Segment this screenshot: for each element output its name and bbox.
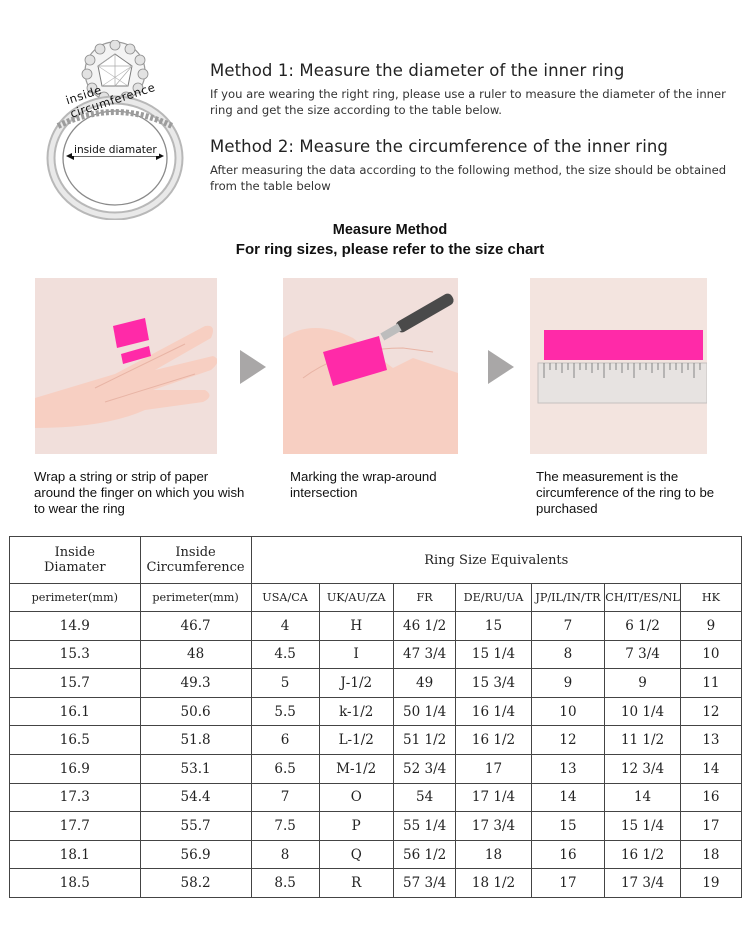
table-cell: R: [319, 869, 393, 898]
ring-band: [51, 100, 179, 216]
table-cell: 50 1/4: [393, 697, 456, 726]
table-cell: 6 1/2: [605, 612, 681, 641]
table-cell: 18: [680, 840, 741, 869]
table-cell: H: [319, 612, 393, 641]
header-inside-diameter: Inside Diamater: [10, 537, 141, 584]
table-cell: 15: [456, 612, 531, 641]
table-row: [10, 612, 742, 641]
table-cell: 10: [531, 697, 605, 726]
table-cell: 11 1/2: [605, 726, 681, 755]
table-cell: 57 3/4: [393, 869, 456, 898]
step-2-image: [283, 278, 458, 454]
table-cell: 13: [680, 726, 741, 755]
method-2-title: Method 2: Measure the circumference of the inner ring: [210, 137, 669, 156]
ruler-illustration: [530, 278, 707, 454]
table-cell: 17 3/4: [605, 869, 681, 898]
column-header: FR: [393, 584, 456, 612]
table-cell: 15 3/4: [456, 669, 531, 698]
table-cell: 16 1/2: [605, 840, 681, 869]
column-header: JP/IL/IN/TR: [531, 584, 605, 612]
table-cell: 7: [531, 612, 605, 641]
table-cell: 46 1/2: [393, 612, 456, 641]
table-cell: 17: [680, 812, 741, 841]
table-cell: 14: [605, 783, 681, 812]
table-cell: 12: [680, 697, 741, 726]
table-body: [10, 612, 742, 898]
table-cell: 15.3: [10, 640, 141, 669]
table-cell: 16 1/4: [456, 697, 531, 726]
table-cell: O: [319, 783, 393, 812]
table-cell: 4: [251, 612, 319, 641]
table-column-header-row: [10, 584, 742, 612]
table-cell: 9: [605, 669, 681, 698]
method-2-text: After measuring the data according to the following method, the size should be obtained from the table below: [210, 163, 727, 193]
column-header: perimeter(mm): [140, 584, 251, 612]
marking-illustration: [283, 278, 458, 454]
table-cell: 15 1/4: [456, 640, 531, 669]
step-1-image: [35, 278, 217, 454]
column-header: USA/CA: [251, 584, 319, 612]
measure-method-subtitle: For ring sizes, please refer to the size chart: [235, 241, 545, 258]
table-cell: 15.7: [10, 669, 141, 698]
table-cell: 17.7: [10, 812, 141, 841]
step-3-image: [530, 278, 707, 454]
table-cell: 12: [531, 726, 605, 755]
table-cell: 18.1: [10, 840, 141, 869]
diameter-label: inside diamater: [74, 144, 157, 156]
table-cell: I: [319, 640, 393, 669]
hand-wrap-illustration: [35, 278, 217, 454]
table-row: [10, 783, 742, 812]
table-cell: 19: [680, 869, 741, 898]
table-row: [10, 840, 742, 869]
table-cell: 5: [251, 669, 319, 698]
table-row: [10, 812, 742, 841]
table-cell: 17.3: [10, 783, 141, 812]
table-cell: 55.7: [140, 812, 251, 841]
table-cell: 18.5: [10, 869, 141, 898]
header-ring-size-equivalents: Ring Size Equivalents: [251, 537, 741, 584]
table-row: [10, 640, 742, 669]
table-cell: 49.3: [140, 669, 251, 698]
column-header: DE/RU/UA: [456, 584, 531, 612]
table-cell: 4.5: [251, 640, 319, 669]
table-cell: 5.5: [251, 697, 319, 726]
table-cell: 56 1/2: [393, 840, 456, 869]
table-cell: 16: [531, 840, 605, 869]
table-cell: 18: [456, 840, 531, 869]
table-cell: 18 1/2: [456, 869, 531, 898]
table-row: [10, 726, 742, 755]
table-cell: k-1/2: [319, 697, 393, 726]
table-cell: 52 3/4: [393, 754, 456, 783]
method-1-title: Method 1: Measure the diameter of the inner ring: [210, 61, 625, 80]
table-cell: 49: [393, 669, 456, 698]
table-cell: 6.5: [251, 754, 319, 783]
table-cell: 14: [680, 754, 741, 783]
table-cell: 54.4: [140, 783, 251, 812]
table-cell: 17 3/4: [456, 812, 531, 841]
table-cell: 16.1: [10, 697, 141, 726]
table-cell: J-1/2: [319, 669, 393, 698]
circumference-label: inside circumference: [64, 79, 157, 121]
table-cell: 51 1/2: [393, 726, 456, 755]
measured-strip: [544, 330, 703, 360]
method-1-text: If you are wearing the right ring, please use a ruler to measure the diameter of the inner ring and get the size according to the table below.: [210, 87, 726, 117]
table-cell: 6: [251, 726, 319, 755]
table-cell: Q: [319, 840, 393, 869]
method-2: [210, 137, 730, 194]
table-cell: 7.5: [251, 812, 319, 841]
table-cell: 7 3/4: [605, 640, 681, 669]
table-row: [10, 754, 742, 783]
column-header: HK: [680, 584, 741, 612]
ring-illustration: [40, 40, 190, 220]
table-cell: M-1/2: [319, 754, 393, 783]
table-cell: 16 1/2: [456, 726, 531, 755]
table-cell: 8: [251, 840, 319, 869]
table-cell: L-1/2: [319, 726, 393, 755]
table-cell: 14.9: [10, 612, 141, 641]
header-inside-circumference: Inside Circumference: [140, 537, 251, 584]
table-cell: 50.6: [140, 697, 251, 726]
table-cell: 10: [680, 640, 741, 669]
table-cell: 53.1: [140, 754, 251, 783]
table-cell: 55 1/4: [393, 812, 456, 841]
table-cell: 8.5: [251, 869, 319, 898]
column-header: CH/IT/ES/NL: [605, 584, 681, 612]
table-cell: 46.7: [140, 612, 251, 641]
measure-method-title: Measure Method: [332, 222, 448, 238]
step-3-caption: The measurement is the circumference of the ring to be purchased: [536, 469, 715, 516]
table-cell: 54: [393, 783, 456, 812]
table-cell: 17: [531, 869, 605, 898]
table-cell: 9: [680, 612, 741, 641]
table-cell: 15: [531, 812, 605, 841]
table-cell: 47 3/4: [393, 640, 456, 669]
table-cell: 58.2: [140, 869, 251, 898]
next-step-arrow-icon: [488, 350, 514, 384]
column-header: perimeter(mm): [10, 584, 141, 612]
table-cell: P: [319, 812, 393, 841]
table-cell: 16.9: [10, 754, 141, 783]
step-2-caption: Marking the wrap-around intersection: [290, 469, 437, 500]
table-header-row: [10, 537, 742, 584]
table-cell: 17 1/4: [456, 783, 531, 812]
step-1-caption: Wrap a string or strip of paper around the finger on which you wish to wear the ring: [34, 469, 245, 516]
table-cell: 14: [531, 783, 605, 812]
table-cell: 10 1/4: [605, 697, 681, 726]
table-cell: 12 3/4: [605, 754, 681, 783]
table-row: [10, 669, 742, 698]
next-step-arrow-icon: [240, 350, 266, 384]
table-cell: 13: [531, 754, 605, 783]
table-cell: 17: [456, 754, 531, 783]
table-cell: 7: [251, 783, 319, 812]
table-cell: 11: [680, 669, 741, 698]
column-header: UK/AU/ZA: [319, 584, 393, 612]
table-row: [10, 697, 742, 726]
ring-size-table: [9, 536, 742, 898]
table-cell: 15 1/4: [605, 812, 681, 841]
method-1: [210, 61, 730, 118]
table-cell: 16.5: [10, 726, 141, 755]
table-cell: 16: [680, 783, 741, 812]
table-cell: 48: [140, 640, 251, 669]
table-cell: 8: [531, 640, 605, 669]
table-cell: 56.9: [140, 840, 251, 869]
table-cell: 9: [531, 669, 605, 698]
table-cell: 51.8: [140, 726, 251, 755]
table-row: [10, 869, 742, 898]
